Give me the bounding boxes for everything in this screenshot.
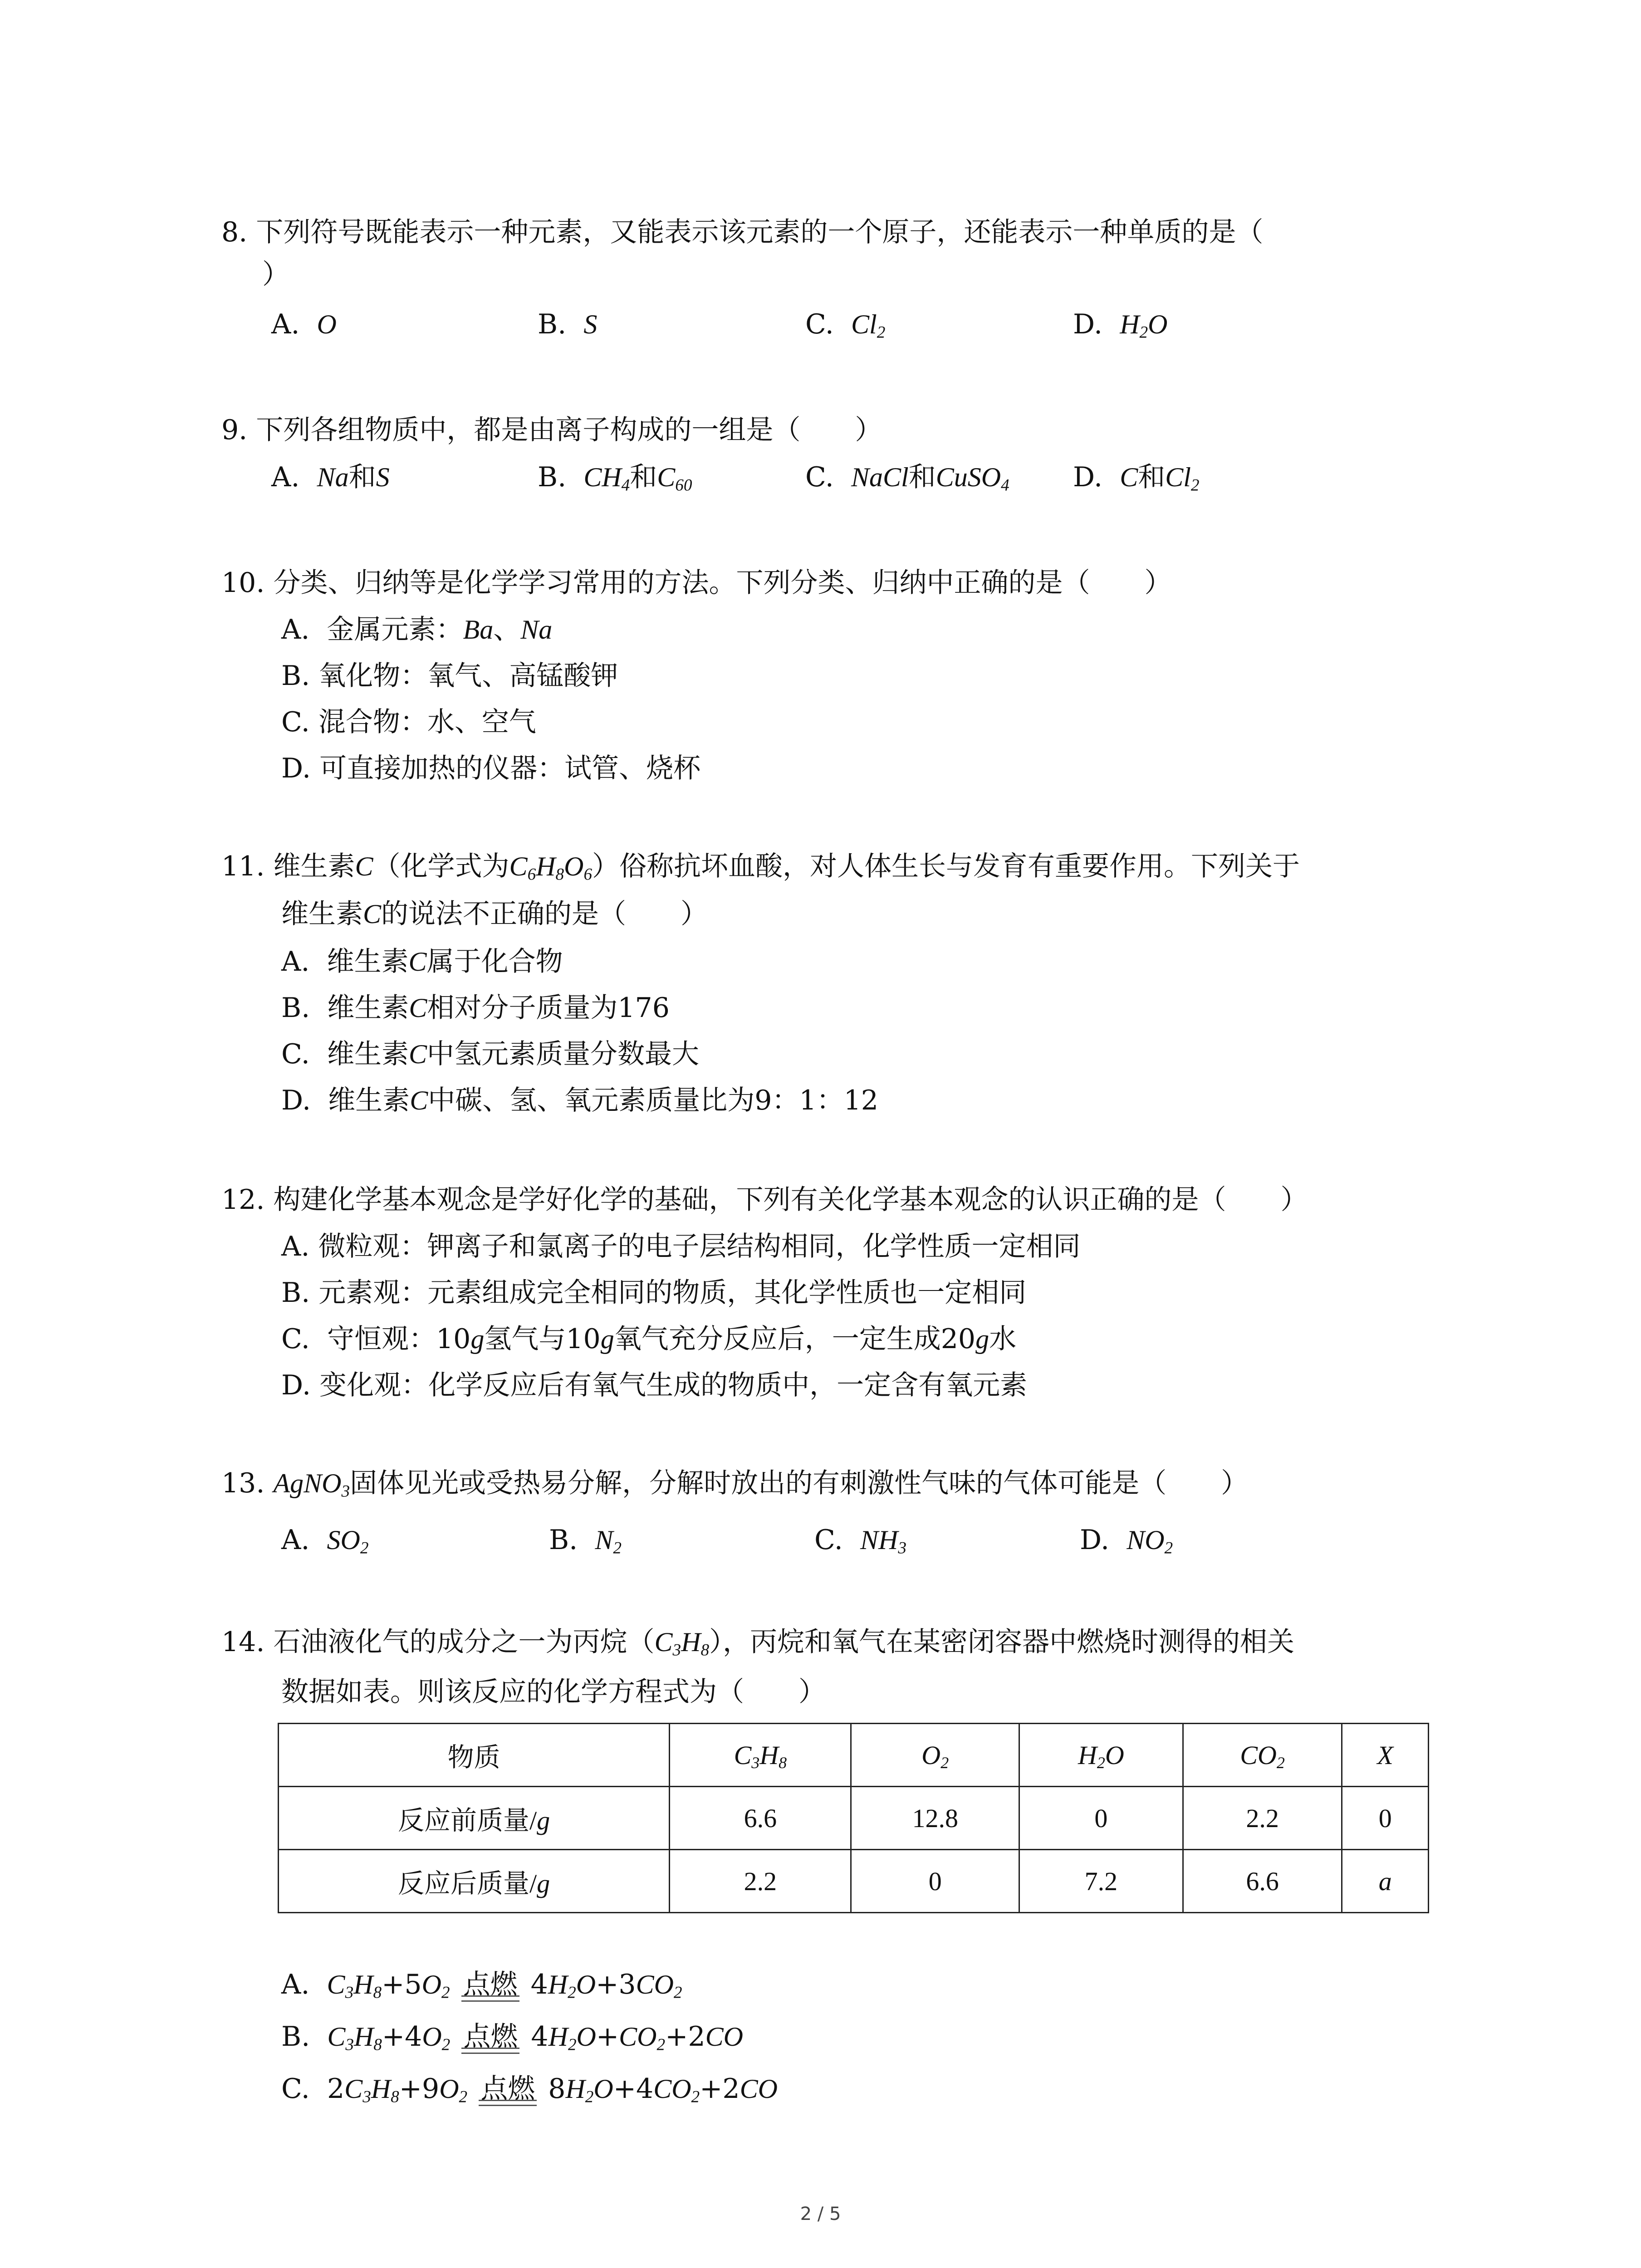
option-c[interactable]: C. 混合物：水、空气 xyxy=(281,706,536,738)
question-14-stem: 14. 石油液化气的成分之一为丙烷$(C_3H_8)$，丙烷和氧气在某密闭容器中燃烧时测得的相关 xyxy=(221,1626,1295,1660)
header-cell: 物质 xyxy=(279,1724,670,1787)
header-cell: X xyxy=(1342,1724,1429,1787)
option-d[interactable]: D. 维生素C中碳、氢、氧元素质量比为9：1：12 xyxy=(281,1085,878,1116)
option-c[interactable]: C. $2C_3H_8+9O_2$ 点燃 $8H_2O+4CO_2+2CO$ xyxy=(281,2071,778,2123)
table-cell: 12.8 xyxy=(851,1787,1019,1850)
option-d[interactable]: D. 变化观：化学反应后有氧气生成的物质中，一定含有氧元素 xyxy=(281,1369,1028,1401)
table-header-row xyxy=(279,1724,1429,1787)
option-c[interactable]: C. 守恒观：10g氢气与10g氧气充分反应后，一定生成20g水 xyxy=(281,1323,1017,1355)
question-14-options xyxy=(281,1966,778,2123)
option-c[interactable]: C. $Cl_2$ xyxy=(805,308,886,342)
reaction-condition: 点燃 xyxy=(476,2071,539,2107)
question-11-stem-continued: 维生素C的说法不正确的是（ ） xyxy=(281,898,708,930)
question-8-stem: 8. 下列符号既能表示一种元素，又能表示该元素的一个原子，还能表示一种单质的是（ xyxy=(221,216,1264,248)
header-cell: $H_2O$ xyxy=(1019,1724,1183,1787)
table-cell: 6.6 xyxy=(1183,1850,1342,1913)
question-13-stem: 13. AgNO$_3$固体见光或受热易分解，分解时放出的有刺激性气味的气体可能是（ ） xyxy=(221,1467,1249,1501)
header-cell: $CO_2$ xyxy=(1183,1724,1342,1787)
option-a[interactable]: A. 维生素C属于化合物 xyxy=(281,946,563,978)
option-a[interactable]: A. 金属元素：Ba、Na xyxy=(281,614,553,645)
table-cell: 7.2 xyxy=(1019,1850,1183,1913)
option-d[interactable]: D. $H_2O$ xyxy=(1073,308,1168,342)
option-b[interactable]: B. S xyxy=(538,308,598,340)
table-row xyxy=(279,1787,1429,1850)
table-cell: a xyxy=(1342,1850,1429,1913)
table-cell: 0 xyxy=(1342,1787,1429,1850)
reaction-data-table xyxy=(278,1723,1429,1913)
question-12-options xyxy=(281,1228,1080,1413)
option-a[interactable]: A. $C_3H_8+5O_2$ 点燃 $4H_2O+3CO_2$ xyxy=(281,1966,778,2019)
header-cell: $O_2$ xyxy=(851,1724,1019,1787)
option-a[interactable]: A. Na和S xyxy=(271,461,390,493)
question-10-stem: 10. 分类、归纳等是化学学习常用的方法。下列分类、归纳中正确的是（ ） xyxy=(221,567,1172,599)
table-cell: 2.2 xyxy=(1183,1787,1342,1850)
table-cell: 反应后质量/g xyxy=(279,1850,670,1913)
option-a[interactable]: A. O xyxy=(271,308,337,340)
table-cell: 6.6 xyxy=(670,1787,851,1850)
option-c[interactable]: C. 维生素C中氢元素质量分数最大 xyxy=(281,1038,700,1070)
option-c[interactable]: C. NaCl和CuSO$_4$ xyxy=(805,461,1009,495)
option-b[interactable]: B. 氧化物：氧气、高锰酸钾 xyxy=(281,660,618,692)
question-11-options xyxy=(281,943,878,1129)
option-d[interactable]: D. C和$Cl_2$ xyxy=(1073,461,1200,495)
option-b[interactable]: B. $C_3H_8+4O_2$ 点燃 $4H_2O+CO_2+2CO$ xyxy=(281,2019,778,2071)
table-cell: 0 xyxy=(1019,1787,1183,1850)
reaction-condition: 点燃 xyxy=(459,2019,522,2055)
question-10-options xyxy=(281,611,700,797)
table-cell: 0 xyxy=(851,1850,1019,1913)
table-cell: 反应前质量/g xyxy=(279,1787,670,1850)
option-b[interactable]: B. $N_2$ xyxy=(549,1524,622,1558)
question-11-stem: 11. 维生素C（化学式为$C_6H_8O_6$）俗称抗坏血酸，对人体生长与发育有重要作用。下列关于 xyxy=(221,850,1300,884)
option-d[interactable]: D. 可直接加热的仪器：试管、烧杯 xyxy=(281,753,701,784)
option-d[interactable]: D. $NO_2$ xyxy=(1080,1524,1173,1558)
page-number: 2 / 5 xyxy=(800,2204,841,2224)
question-9-stem: 9. 下列各组物质中，都是由离子构成的一组是（ ） xyxy=(221,414,882,446)
option-b[interactable]: B. $CH_4$和$C_{60}$ xyxy=(538,461,692,495)
table-row xyxy=(279,1850,1429,1913)
table-cell: 2.2 xyxy=(670,1850,851,1913)
option-a[interactable]: A. $SO_2$ xyxy=(281,1524,369,1558)
question-8-stem-continued: ） xyxy=(262,259,289,290)
option-c[interactable]: C. $NH_3$ xyxy=(814,1524,906,1558)
question-12-stem: 12. 构建化学基本观念是学好化学的基础，下列有关化学基本观念的认识正确的是（ ） xyxy=(221,1184,1308,1216)
header-cell: $C_3H_8$ xyxy=(670,1724,851,1787)
option-b[interactable]: B. 元素观：元素组成完全相同的物质，其化学性质也一定相同 xyxy=(281,1277,1027,1309)
option-a[interactable]: A. 微粒观：钾离子和氯离子的电子层结构相同，化学性质一定相同 xyxy=(281,1231,1081,1262)
question-14-stem-continued: 数据如表。则该反应的化学方程式为（ ） xyxy=(281,1676,826,1708)
reaction-condition: 点燃 xyxy=(459,1966,522,2003)
option-b[interactable]: B. 维生素C相对分子质量为176 xyxy=(281,992,670,1024)
